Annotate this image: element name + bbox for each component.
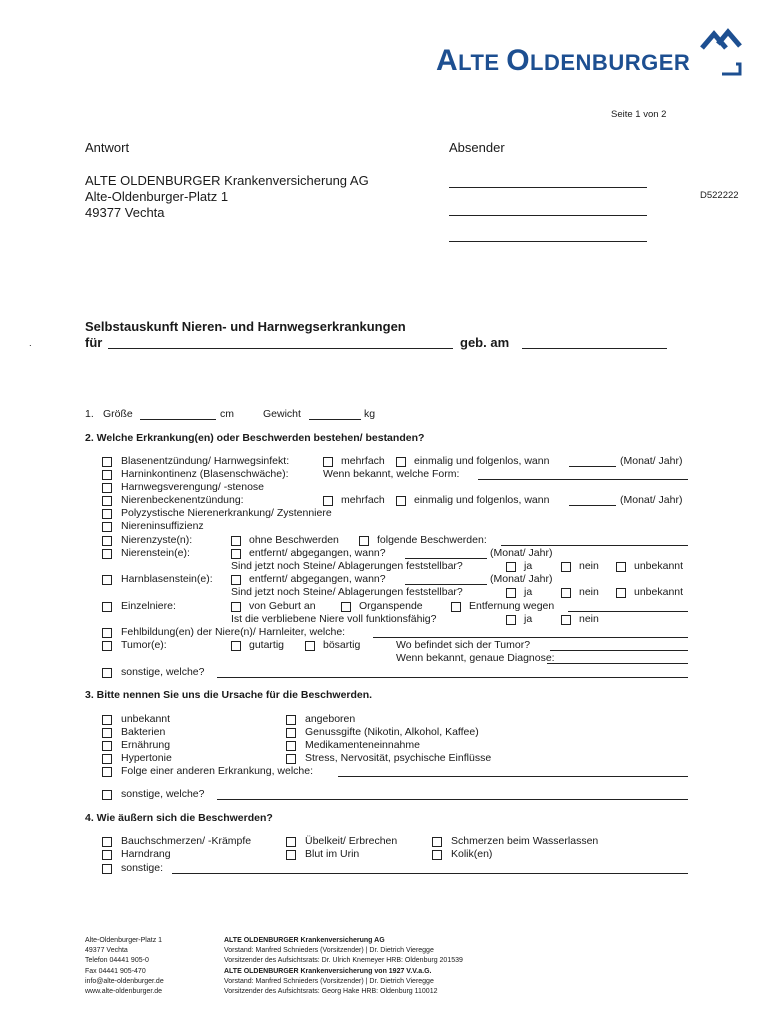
cb-einzelniere[interactable] [102,602,112,612]
footer-right-line: Vorsitzender des Aufsichtsrats: Dr. Ulrich Knemeyer HRB: Oldenburg 201539 [224,957,463,965]
name-field[interactable] [108,348,453,349]
q1-number: 1. [85,408,94,420]
page-number: Seite 1 von 2 [611,109,667,120]
birthdate-field[interactable] [522,348,667,349]
entfernung-field[interactable] [568,611,688,612]
cb-q3-folge[interactable] [102,767,112,777]
geb-label: geb. am [460,335,510,350]
q4-col3-label: Schmerzen beim Wasserlassen [451,835,599,847]
cb-blasen-mehrfach[interactable] [323,457,333,467]
q3-folge-label: Folge einer anderen Erkrankung, welche: [121,765,314,777]
fehlbildung-label: Fehlbildung(en) der Niere(n)/ Harnleiter, welche: [121,626,346,638]
q3-folge-field[interactable] [338,776,688,777]
cb-q3-right-0[interactable] [286,715,296,725]
harnblasenstein-wann-field[interactable] [405,584,487,585]
monat-jahr-label-4: (Monat/ Jahr) [490,573,553,585]
cb-q2-sonstige[interactable] [102,668,112,678]
wo-tumor-label: Wo befindet sich der Tumor? [396,639,531,651]
kg-label: kg [364,408,376,420]
q4-col1-label: Bauchschmerzen/ -Krämpfe [121,835,252,847]
unbekannt-label-2: unbekannt [634,586,684,598]
footer-left-line: Alte-Oldenburger-Platz 1 [85,937,163,944]
cb-blasen[interactable] [102,457,112,467]
cb-steine-unbekannt[interactable] [616,562,626,572]
blasen-wann-field[interactable] [569,466,616,467]
einzelniere-label: Einzelniere: [121,600,176,612]
q4-col1-label: Harndrang [121,848,171,860]
recipient-line2: Alte-Oldenburger-Platz 1 [85,189,229,204]
mehrfach-label: mehrfach [341,455,385,467]
footer-address [85,936,164,997]
cb-q4-col2-0[interactable] [286,837,296,847]
cb-steine2-unbekannt[interactable] [616,588,626,598]
monat-jahr-label: (Monat/ Jahr) [620,455,683,467]
recipient-line3: 49377 Vechta [85,205,165,220]
ja-label-3: ja [524,613,533,625]
boesartig-label: bösartig [323,639,361,651]
wenn-bekannt-form-label: Wenn bekannt, welche Form: [323,468,460,480]
footer-left-line: Telefon 04441 905-0 [85,957,149,965]
cb-steine-nein[interactable] [561,562,571,572]
cb-harninkontinenz[interactable] [102,470,112,480]
sind-jetzt-label: Sind jetzt noch Steine/ Ablagerungen feststellbar? [231,560,463,572]
recipient-label: Antwort [85,140,130,155]
q3-left-label: Ernährung [121,739,171,751]
cb-q3-right-3[interactable] [286,754,296,764]
recipient-line1: ALTE OLDENBURGER Krankenversicherung AG [85,173,369,188]
organspende-label: Organspende [359,600,423,612]
monat-jahr-label-3: (Monat/ Jahr) [490,547,553,559]
folgende-beschwerden-label: folgende Beschwerden: [377,534,487,546]
form-field[interactable] [478,479,688,480]
nierenbecken-wann-field[interactable] [569,505,616,506]
niereninsuff-label: Niereninsuffizienz [121,520,204,532]
q3-right-label: Stress, Nervosität, psychische Einflüsse [305,752,492,764]
footer-left-line: Fax 04441 905-470 [85,967,146,975]
unbekannt-label: unbekannt [634,560,684,572]
fehlbildung-field[interactable] [373,637,688,638]
q2-sonstige-label: sonstige, welche? [121,666,205,678]
entfernt-label-2: entfernt/ abgegangen, wann? [249,573,386,585]
cb-gutartig[interactable] [231,641,241,651]
ohne-beschwerden-label: ohne Beschwerden [249,534,339,546]
ja-label: ja [524,560,533,572]
footer-right-line: ALTE OLDENBURGER Krankenversicherung AG [224,937,385,944]
gewicht-label: Gewicht [263,408,301,420]
cb-harnblasenstein-entfernt[interactable] [231,575,241,585]
cb-fehlbildung[interactable] [102,628,112,638]
sender-line-1[interactable] [449,187,647,188]
cb-q4-col3-0[interactable] [432,837,442,847]
groesse-label: Größe [103,408,133,420]
cb-q4-col1-1[interactable] [102,850,112,860]
cb-q4-sonstige[interactable] [102,864,112,874]
nein-label: nein [579,560,599,572]
q4-col2-label: Blut im Urin [305,848,360,860]
footer-right-line: Vorstand: Manfred Schnieders (Vorsitzender) | Dr. Dietrich Vieregge [224,947,434,955]
cb-nierenzyste[interactable] [102,536,112,546]
cb-q4-col3-1[interactable] [432,850,442,860]
cb-q3-sonstige[interactable] [102,790,112,800]
nein-label-3: nein [579,613,599,625]
sender-line-3[interactable] [449,241,647,242]
cb-polyzystische[interactable] [102,509,112,519]
footer-right-line: Vorstand: Manfred Schnieders (Vorsitzender) | Dr. Dietrich Vieregge [224,977,434,985]
fuer-label: für [85,335,103,350]
cb-nierenstein[interactable] [102,549,112,559]
mehrfach-label-2: mehrfach [341,494,385,506]
sender-line-2[interactable] [449,215,647,216]
q4-col3-label: Kolik(en) [451,848,493,860]
cb-q3-right-1[interactable] [286,728,296,738]
entfernt-label: entfernt/ abgegangen, wann? [249,547,386,559]
q4-sonstige-label: sonstige: [121,862,164,874]
cb-steine2-nein[interactable] [561,588,571,598]
cm-label: cm [220,408,234,420]
cb-organspende[interactable] [341,602,351,612]
cb-tumor[interactable] [102,641,112,651]
cb-nierenstein-entfernt[interactable] [231,549,241,559]
cb-boesartig[interactable] [305,641,315,651]
cb-ohne-beschwerden[interactable] [231,536,241,546]
footer-left-line: info@alte-oldenburger.de [85,977,164,985]
form-title: Selbstauskunft Nieren- und Harnwegserkrankungen [85,319,406,334]
q3-right-label: angeboren [305,713,356,725]
cb-entfernung[interactable] [451,602,461,612]
gutartig-label: gutartig [249,639,285,651]
harnwegs-label: Harnwegsverengung/ -stenose [121,481,265,493]
polyzystische-label: Polyzystische Nierenerkrankung/ Zystenniere [121,507,332,519]
footer-right-line: Vorsitzender des Aufsichtsrats: Georg Hake HRB: Oldenburg 110012 [224,988,438,996]
q3-left-label: unbekannt [121,713,171,725]
q3-left-label: Hypertonie [121,752,172,764]
cb-folgende-beschwerden[interactable] [359,536,369,546]
cb-harnwegs[interactable] [102,483,112,493]
von-geburt-label: von Geburt an [249,600,316,612]
nierenzyste-label: Nierenzyste(n): [121,534,193,546]
footer-left-line: www.alte-oldenburger.de [85,988,163,996]
cb-von-geburt[interactable] [231,602,241,612]
cb-q4-col2-1[interactable] [286,850,296,860]
q3-right-label: Genussgifte (Nikotin, Alkohol, Kaffee) [305,726,479,738]
harnblasenstein-label: Harnblasenstein(e): [121,573,213,585]
einmalig-label-2: einmalig und folgenlos, wann [414,494,550,506]
einmalig-label: einmalig und folgenlos, wann [414,455,550,467]
cb-funktion-ja[interactable] [506,615,516,625]
q2-sonstige-field[interactable] [217,677,688,678]
footer-company [224,936,463,997]
q3-sonstige-field[interactable] [217,799,688,800]
verbliebene-label: Ist die verbliebene Niere voll funktionsfähig? [231,613,437,625]
cb-q3-left-2[interactable] [102,741,112,751]
company-logo: ALTE OLDENBURGER [436,44,691,77]
q3-sonstige-label: sonstige, welche? [121,788,205,800]
cb-q3-left-0[interactable] [102,715,112,725]
sender-label: Absender [449,140,505,155]
nierenstein-wann-field[interactable] [405,558,487,559]
margin-dot: . [29,338,32,349]
blasen-label: Blasenentzündung/ Harnwegsinfekt: [121,455,290,467]
nein-label-2: nein [579,586,599,598]
tumor-label: Tumor(e): [121,639,167,651]
sind-jetzt-label-2: Sind jetzt noch Steine/ Ablagerungen feststellbar? [231,586,463,598]
footer-right-line: ALTE OLDENBURGER Krankenversicherung von 1927 V.V.a.G. [224,967,432,975]
cb-funktion-nein[interactable] [561,615,571,625]
logo-roof-icon [696,26,744,76]
q4-col2-label: Übelkeit/ Erbrechen [305,835,398,847]
gewicht-field[interactable] [309,419,361,420]
q3-heading: 3. Bitte nennen Sie uns die Ursache für die Beschwerden. [85,689,373,701]
q3-right-label: Medikamenteneinnahme [305,739,420,751]
wo-tumor-field[interactable] [550,650,688,651]
doc-id: D522222 [700,190,739,201]
cb-steine2-ja[interactable] [506,588,516,598]
q4-sonstige-field[interactable] [172,873,688,874]
footer-left-line: 49377 Vechta [85,947,128,955]
cb-q3-left-3[interactable] [102,754,112,764]
nierenbecken-label: Nierenbeckenentzündung: [121,494,244,506]
monat-jahr-label-2: (Monat/ Jahr) [620,494,683,506]
cb-q3-left-1[interactable] [102,728,112,738]
q3-left-label: Bakterien [121,726,166,738]
cb-nierenbecken-einmalig[interactable] [396,496,406,506]
cb-blasen-einmalig[interactable] [396,457,406,467]
cb-q4-col1-0[interactable] [102,837,112,847]
cb-niereninsuff[interactable] [102,522,112,532]
nierenstein-label: Nierenstein(e): [121,547,190,559]
harninkontinenz-label: Harninkontinenz (Blasenschwäche): [121,468,289,480]
diagnose-label: Wenn bekannt, genaue Diagnose: [396,652,555,664]
beschwerden-field[interactable] [501,545,688,546]
cb-q3-right-2[interactable] [286,741,296,751]
cb-harnblasenstein[interactable] [102,575,112,585]
q2-heading: 2. Welche Erkrankung(en) oder Beschwerden bestehen/ bestanden? [85,432,425,444]
cb-nierenbecken[interactable] [102,496,112,506]
cb-nierenbecken-mehrfach[interactable] [323,496,333,506]
diagnose-field[interactable] [547,663,688,664]
entfernung-label: Entfernung wegen [469,600,555,612]
cb-steine-ja[interactable] [506,562,516,572]
q4-heading: 4. Wie äußern sich die Beschwerden? [85,812,273,824]
ja-label-2: ja [524,586,533,598]
groesse-field[interactable] [140,419,216,420]
